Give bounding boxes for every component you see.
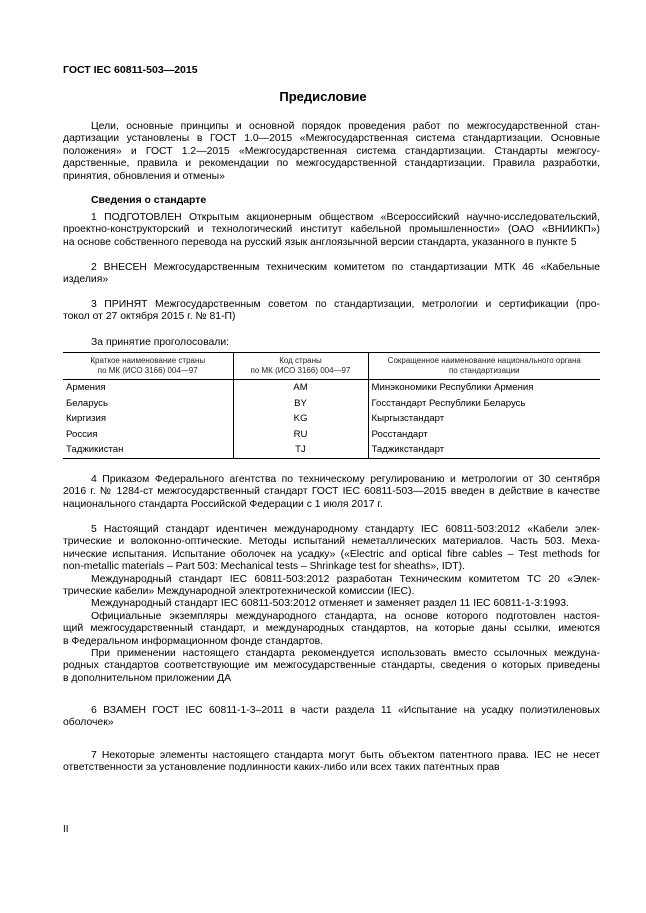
table-row bbox=[63, 396, 600, 412]
text-line: щий межгосударственный стандарт, и международных стандартов, на которые даны ссылки, имеются bbox=[63, 623, 600, 635]
item-7-paragraph bbox=[63, 750, 600, 775]
country-cell: Таджикистан bbox=[63, 442, 233, 458]
text-line: Международный стандарт IEC 60811-503:2012 разработан Техническим комитетом ТС 20 «Элек- bbox=[91, 573, 600, 585]
body-cell: Минэкономики Республики Армения bbox=[368, 380, 600, 396]
column-header-country bbox=[63, 353, 233, 380]
text-line: изделия» bbox=[63, 274, 109, 286]
text-line: 1 ПОДГОТОВЛЕН Открытым акционерным обществом «Всероссийский научно-исследовательский, bbox=[91, 212, 600, 223]
page-title: Предисловие bbox=[279, 89, 367, 104]
text-line: Цели, основные принципы и основной порядок проведения работ по межгосударственной стан- bbox=[91, 121, 600, 132]
code-cell: RU bbox=[233, 427, 368, 443]
country-cell: Россия bbox=[66, 428, 98, 440]
voting-table bbox=[63, 352, 600, 459]
text-line: При применении настоящего стандарта рекомендуется использовать вместо ссылочных междуна- bbox=[91, 648, 600, 660]
text-line: 2 ВНЕСЕН Межгосударственным техническим комитетом по стандартизации МТК 46 «Кабельные bbox=[91, 262, 600, 273]
header-line: Краткое наименование страны bbox=[90, 356, 206, 365]
text-line: токол от 27 октября 2015 г. № 81-П) bbox=[63, 311, 236, 323]
country-cell: Беларусь bbox=[66, 397, 108, 409]
header-line: Код страны bbox=[279, 356, 322, 365]
text-line: положения» и ГОСТ 1.2—2015 «Межгосударственная система стандартизации. Стандарты межгосу- bbox=[63, 145, 600, 157]
text-line: на основе собственного перевода на русский язык англоязычной версии стандарта, указанного в пункте 5 bbox=[63, 236, 577, 248]
country-cell: Армения bbox=[66, 382, 106, 394]
code-cell: BY bbox=[233, 396, 368, 412]
vote-caption: За принятие проголосовали: bbox=[91, 337, 230, 348]
section-heading: Сведения о стандарте bbox=[91, 195, 207, 206]
text-line: 2016 г. № 1284-ст межгосударственный стандарт ГОСТ IEC 60811-503—2015 введен в действие в качестве bbox=[63, 486, 600, 498]
header-line: по стандартизации bbox=[448, 366, 520, 375]
table-row bbox=[63, 427, 600, 443]
text-line: Международный стандарт IEC 60811-503:2012 отменяет и заменяет раздел 11 IEC 60811-1-3:1993. bbox=[91, 598, 569, 610]
country-cell: Киргизия bbox=[66, 413, 107, 425]
code-cell: AM bbox=[233, 380, 368, 396]
column-header-code bbox=[233, 353, 368, 380]
table-row bbox=[63, 380, 600, 396]
item-6-paragraph bbox=[63, 705, 600, 730]
body-cell: Таджикстандарт bbox=[368, 442, 600, 458]
table-header-row bbox=[63, 353, 600, 380]
header-line: по МК (ИСО 3166) 004—97 bbox=[250, 366, 351, 375]
code-cell: KG bbox=[233, 411, 368, 427]
text-line: дарственные, правила и рекомендации по межгосударственной стандартизации. Правила разработки, bbox=[63, 158, 600, 170]
text-line: дартизации установлены в ГОСТ 1.0—2015 «Межгосударственная система стандартизации. Основные bbox=[63, 133, 600, 145]
column-header-body bbox=[368, 353, 600, 380]
text-line: non-metallic materials – Part 503: Mechanical tests – Shrinkage test for sheaths», IDT). bbox=[63, 561, 465, 573]
text-line: оболочек» bbox=[63, 717, 114, 729]
text-line: 5 Настоящий стандарт идентичен международному стандарту IEC 60811-503:2012 «Кабели элек- bbox=[91, 524, 600, 535]
document-code: ГОСТ IEC 60811-503—2015 bbox=[63, 64, 198, 76]
text-line: родных стандартов соответствующие им межгосударственные стандарты, сведения о которых приведены bbox=[63, 660, 600, 672]
text-line: в Федеральном информационном фонде стандартов. bbox=[63, 635, 324, 647]
text-line: принятия, обновления и отмены» bbox=[63, 170, 225, 182]
text-line: национального стандарта Российской Федерации с 1 июля 2017 г. bbox=[63, 498, 383, 510]
intro-paragraph bbox=[63, 121, 600, 183]
header-line: по МК (ИСО 3166) 004—97 bbox=[97, 366, 198, 375]
body-cell: Росстандарт bbox=[368, 427, 600, 443]
text-line: 7 Некоторые элементы настоящего стандарта могут быть объектом патентного права. IEC не несет bbox=[91, 750, 600, 761]
text-line: трические и волоконно-оптические. Методы испытаний неметаллических материалов. Часть 503. Меха- bbox=[63, 536, 600, 548]
page-number: II bbox=[63, 824, 69, 835]
body-cell: Кыргызстандарт bbox=[368, 411, 600, 427]
header-line: Сокращенное наименование национального органа bbox=[387, 356, 581, 365]
item-2-paragraph bbox=[63, 262, 600, 287]
item-3-paragraph bbox=[63, 299, 600, 324]
table-row bbox=[63, 411, 600, 427]
item-4-paragraph bbox=[63, 474, 600, 511]
text-line: нические испытания. Испытание оболочек на усадку» («Electric and optical fibre cables – Test methods for bbox=[63, 548, 600, 560]
text-line: 4 Приказом Федерального агентства по техническому регулированию и метрологии от 30 сентября bbox=[91, 474, 600, 485]
item-5-paragraph bbox=[63, 524, 600, 685]
text-line: Официальные экземпляры международного стандарта, на основе которого подготовлен настоя- bbox=[91, 610, 600, 622]
item-1-paragraph bbox=[63, 212, 600, 249]
text-line: проектно-конструкторский и технологический институт кабельной промышленности» (ОАО «ВНИИКП») bbox=[63, 224, 600, 236]
text-line: 6 ВЗАМЕН ГОСТ IEC 60811-1-3–2011 в части раздела 11 «Испытание на усадку полиэтиленовых bbox=[91, 705, 600, 716]
table-row bbox=[63, 442, 600, 458]
text-line: ответственности за установление подлинности каких-либо или всех таких патентных прав bbox=[63, 762, 500, 774]
body-cell: Госстандарт Республики Беларусь bbox=[368, 396, 600, 412]
code-cell: TJ bbox=[233, 442, 368, 458]
text-line: в дополнительном приложении ДА bbox=[63, 672, 232, 684]
text-line: трические кабели» Международной электротехнической комиссии (IEC). bbox=[63, 586, 415, 598]
text-line: 3 ПРИНЯТ Межгосударственным советом по стандартизации, метрологии и сертификации (про- bbox=[91, 299, 600, 310]
